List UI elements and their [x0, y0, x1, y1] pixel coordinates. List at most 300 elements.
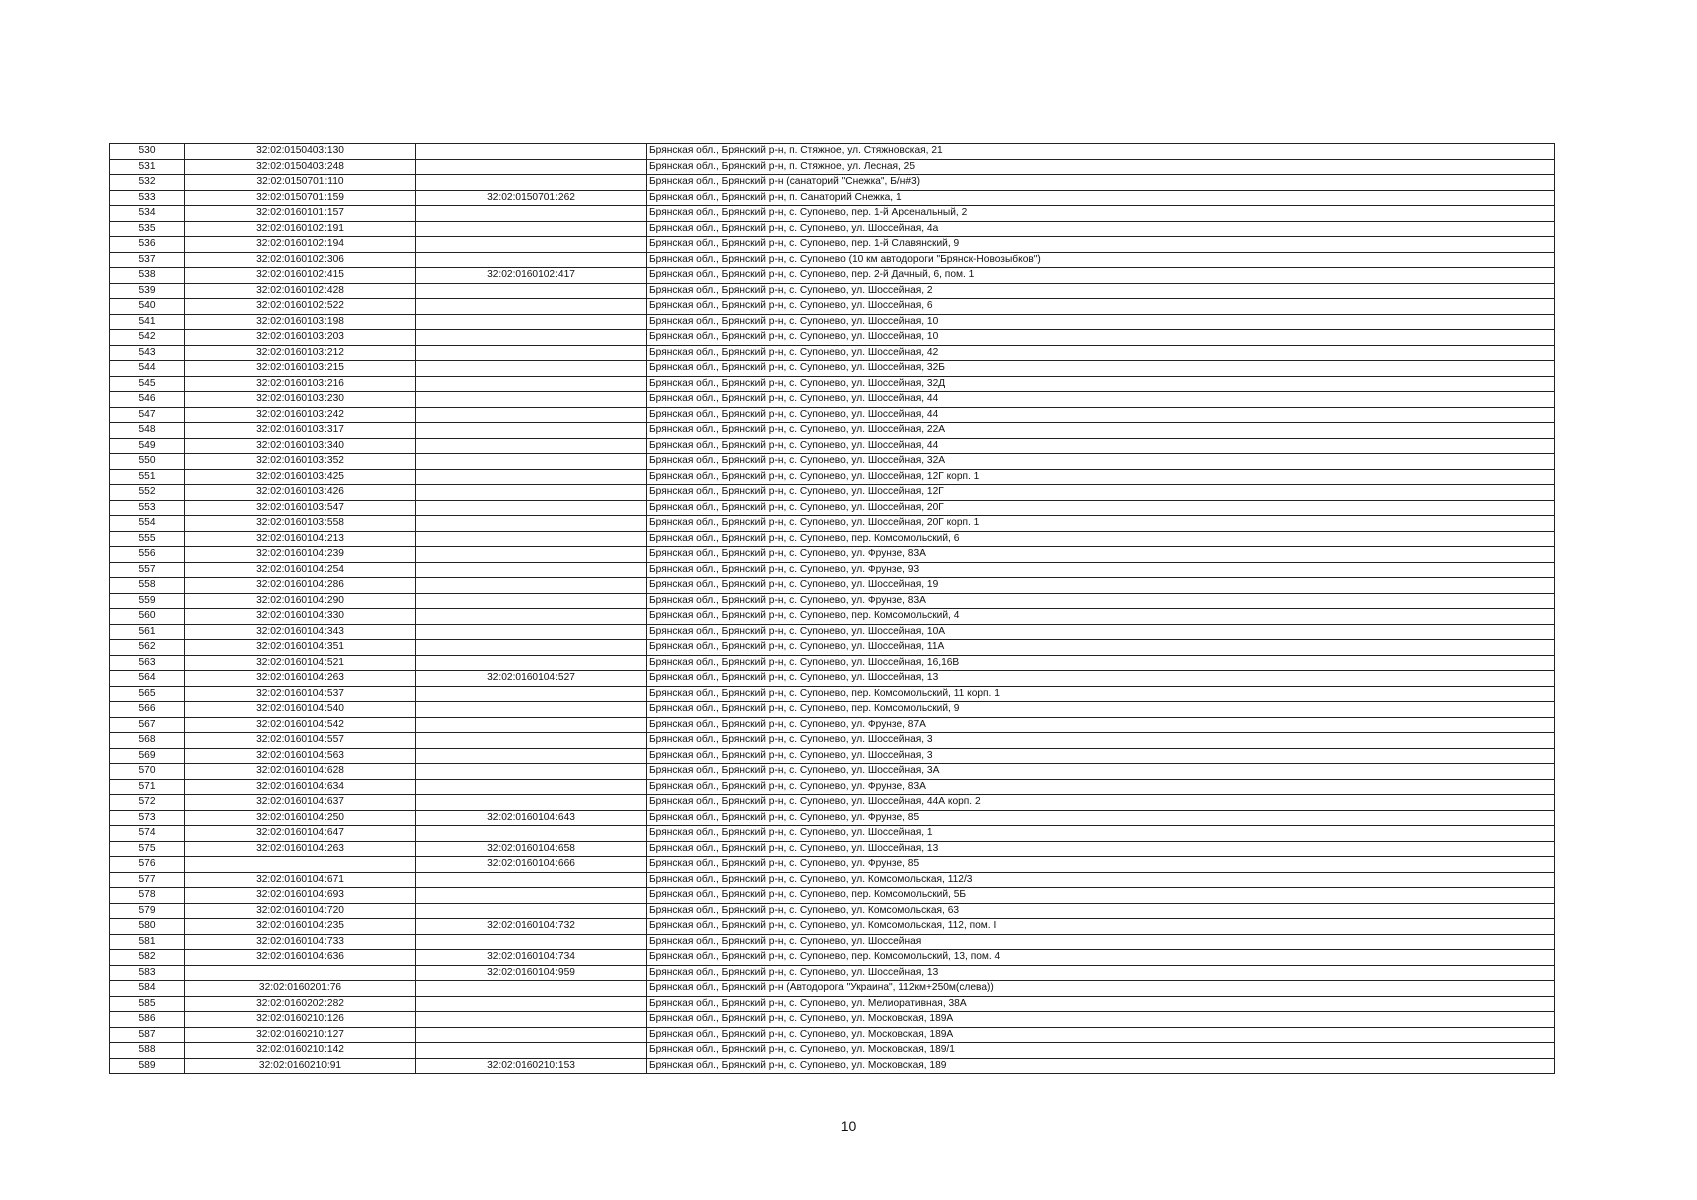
row-number-cell: 562	[110, 640, 185, 656]
linked-cadastral-number-cell	[416, 376, 647, 392]
table-row	[110, 485, 1555, 501]
address-cell: Брянская обл., Брянский р-н, с. Супонево, ул. Шоссейная, 19	[647, 578, 1555, 594]
row-number-cell: 537	[110, 252, 185, 268]
address-cell: Брянская обл., Брянский р-н, с. Супонево, ул. Шоссейная, 32Д	[647, 376, 1555, 392]
table-row	[110, 283, 1555, 299]
address-cell: Брянская обл., Брянский р-н, с. Супонево, пер. Комсомольский, 5Б	[647, 888, 1555, 904]
linked-cadastral-number-cell	[416, 655, 647, 671]
row-number-cell: 586	[110, 1012, 185, 1028]
address-cell: Брянская обл., Брянский р-н, с. Супонево, ул. Шоссейная, 1	[647, 826, 1555, 842]
row-number-cell: 552	[110, 485, 185, 501]
cadastral-number-cell: 32:02:0160104:636	[185, 950, 416, 966]
linked-cadastral-number-cell	[416, 903, 647, 919]
cadastral-number-cell: 32:02:0160104:733	[185, 934, 416, 950]
row-number-cell: 546	[110, 392, 185, 408]
table-row	[110, 221, 1555, 237]
table-row	[110, 671, 1555, 687]
row-number-cell: 542	[110, 330, 185, 346]
address-cell: Брянская обл., Брянский р-н, с. Супонево, ул. Шоссейная, 10	[647, 330, 1555, 346]
address-cell: Брянская обл., Брянский р-н, с. Супонево, ул. Комсомольская, 63	[647, 903, 1555, 919]
address-cell: Брянская обл., Брянский р-н, с. Супонево, ул. Шоссейная, 4а	[647, 221, 1555, 237]
linked-cadastral-number-cell	[416, 485, 647, 501]
address-cell: Брянская обл., Брянский р-н, с. Супонево, пер. 1-й Арсенальный, 2	[647, 206, 1555, 222]
linked-cadastral-number-cell: 32:02:0160104:959	[416, 965, 647, 981]
cadastral-number-cell: 32:02:0160103:242	[185, 407, 416, 423]
linked-cadastral-number-cell	[416, 361, 647, 377]
address-cell: Брянская обл., Брянский р-н, с. Супонево, ул. Шоссейная, 32А	[647, 454, 1555, 470]
linked-cadastral-number-cell	[416, 516, 647, 532]
address-cell: Брянская обл., Брянский р-н, п. Санаторий Снежка, 1	[647, 190, 1555, 206]
cadastral-number-cell: 32:02:0160103:352	[185, 454, 416, 470]
cadastral-number-cell: 32:02:0160104:330	[185, 609, 416, 625]
linked-cadastral-number-cell	[416, 531, 647, 547]
address-cell: Брянская обл., Брянский р-н, с. Супонево, ул. Шоссейная, 3	[647, 733, 1555, 749]
table-row	[110, 872, 1555, 888]
cadastral-number-cell: 32:02:0160104:521	[185, 655, 416, 671]
address-cell: Брянская обл., Брянский р-н, с. Супонево, ул. Шоссейная, 10А	[647, 624, 1555, 640]
address-cell: Брянская обл., Брянский р-н, с. Супонево, ул. Московская, 189/1	[647, 1043, 1555, 1059]
row-number-cell: 585	[110, 996, 185, 1012]
table-row	[110, 919, 1555, 935]
address-cell: Брянская обл., Брянский р-н, с. Супонево, ул. Московская, 189А	[647, 1027, 1555, 1043]
address-cell: Брянская обл., Брянский р-н, с. Супонево, ул. Шоссейная, 42	[647, 345, 1555, 361]
table-row	[110, 562, 1555, 578]
row-number-cell: 543	[110, 345, 185, 361]
table-row	[110, 500, 1555, 516]
linked-cadastral-number-cell: 32:02:0160102:417	[416, 268, 647, 284]
address-cell: Брянская обл., Брянский р-н, с. Супонево, ул. Шоссейная, 20Г корп. 1	[647, 516, 1555, 532]
linked-cadastral-number-cell	[416, 981, 647, 997]
row-number-cell: 530	[110, 144, 185, 160]
table-row	[110, 314, 1555, 330]
address-cell: Брянская обл., Брянский р-н, с. Супонево, ул. Шоссейная, 10	[647, 314, 1555, 330]
linked-cadastral-number-cell	[416, 392, 647, 408]
cadastral-number-cell: 32:02:0160104:250	[185, 810, 416, 826]
address-cell: Брянская обл., Брянский р-н, с. Супонево, ул. Шоссейная, 6	[647, 299, 1555, 315]
row-number-cell: 587	[110, 1027, 185, 1043]
cadastral-number-cell: 32:02:0160103:558	[185, 516, 416, 532]
row-number-cell: 556	[110, 547, 185, 563]
cadastral-number-cell: 32:02:0160104:563	[185, 748, 416, 764]
table-row	[110, 624, 1555, 640]
cadastral-number-cell: 32:02:0150403:130	[185, 144, 416, 160]
address-cell: Брянская обл., Брянский р-н, с. Супонево, ул. Фрунзе, 85	[647, 810, 1555, 826]
table-row	[110, 609, 1555, 625]
cadastral-number-cell: 32:02:0160102:194	[185, 237, 416, 253]
cadastral-number-cell: 32:02:0160201:76	[185, 981, 416, 997]
linked-cadastral-number-cell	[416, 438, 647, 454]
linked-cadastral-number-cell	[416, 686, 647, 702]
linked-cadastral-number-cell	[416, 872, 647, 888]
linked-cadastral-number-cell	[416, 345, 647, 361]
cadastral-number-cell: 32:02:0160103:547	[185, 500, 416, 516]
address-cell: Брянская обл., Брянский р-н, с. Супонево, ул. Шоссейная, 13	[647, 671, 1555, 687]
row-number-cell: 564	[110, 671, 185, 687]
row-number-cell: 570	[110, 764, 185, 780]
table-row	[110, 438, 1555, 454]
cadastral-number-cell: 32:02:0160102:191	[185, 221, 416, 237]
address-cell: Брянская обл., Брянский р-н, с. Супонево, пер. 1-й Славянский, 9	[647, 237, 1555, 253]
linked-cadastral-number-cell	[416, 779, 647, 795]
linked-cadastral-number-cell	[416, 330, 647, 346]
address-cell: Брянская обл., Брянский р-н, с. Супонево, пер. Комсомольский, 6	[647, 531, 1555, 547]
cadastral-number-cell: 32:02:0160102:428	[185, 283, 416, 299]
cadastral-number-cell: 32:02:0160104:290	[185, 593, 416, 609]
table-row	[110, 888, 1555, 904]
linked-cadastral-number-cell	[416, 159, 647, 175]
row-number-cell: 557	[110, 562, 185, 578]
address-cell: Брянская обл., Брянский р-н, с. Супонево, ул. Шоссейная, 20Г	[647, 500, 1555, 516]
row-number-cell: 549	[110, 438, 185, 454]
table-row	[110, 268, 1555, 284]
address-cell: Брянская обл., Брянский р-н, с. Супонево, ул. Фрунзе, 87А	[647, 717, 1555, 733]
linked-cadastral-number-cell	[416, 175, 647, 191]
cadastral-number-cell: 32:02:0160210:142	[185, 1043, 416, 1059]
cadastral-number-cell: 32:02:0150403:248	[185, 159, 416, 175]
row-number-cell: 574	[110, 826, 185, 842]
table-row	[110, 299, 1555, 315]
linked-cadastral-number-cell	[416, 640, 647, 656]
address-cell: Брянская обл., Брянский р-н, с. Супонево, ул. Шоссейная, 12Г	[647, 485, 1555, 501]
linked-cadastral-number-cell	[416, 500, 647, 516]
row-number-cell: 548	[110, 423, 185, 439]
linked-cadastral-number-cell	[416, 283, 647, 299]
address-cell: Брянская обл., Брянский р-н, с. Супонево, ул. Фрунзе, 85	[647, 857, 1555, 873]
address-cell: Брянская обл., Брянский р-н, с. Супонево, ул. Шоссейная, 13	[647, 965, 1555, 981]
row-number-cell: 582	[110, 950, 185, 966]
table-row	[110, 686, 1555, 702]
row-number-cell: 577	[110, 872, 185, 888]
address-cell: Брянская обл., Брянский р-н, с. Супонево, ул. Шоссейная, 2	[647, 283, 1555, 299]
linked-cadastral-number-cell	[416, 1043, 647, 1059]
row-number-cell: 572	[110, 795, 185, 811]
linked-cadastral-number-cell: 32:02:0150701:262	[416, 190, 647, 206]
row-number-cell: 532	[110, 175, 185, 191]
address-cell: Брянская обл., Брянский р-н, с. Супонево, ул. Мелиоративная, 38А	[647, 996, 1555, 1012]
table-row	[110, 779, 1555, 795]
row-number-cell: 551	[110, 469, 185, 485]
address-cell: Брянская обл., Брянский р-н, с. Супонево, ул. Шоссейная, 22А	[647, 423, 1555, 439]
table-row	[110, 748, 1555, 764]
table-row	[110, 547, 1555, 563]
cadastral-number-cell: 32:02:0160104:637	[185, 795, 416, 811]
row-number-cell: 540	[110, 299, 185, 315]
row-number-cell: 571	[110, 779, 185, 795]
cadastral-number-cell: 32:02:0160103:203	[185, 330, 416, 346]
cadastral-number-cell: 32:02:0160103:426	[185, 485, 416, 501]
linked-cadastral-number-cell	[416, 826, 647, 842]
row-number-cell: 589	[110, 1058, 185, 1074]
table-row	[110, 810, 1555, 826]
linked-cadastral-number-cell: 32:02:0160104:732	[416, 919, 647, 935]
cadastral-number-cell: 32:02:0160102:415	[185, 268, 416, 284]
cadastral-number-cell: 32:02:0160103:340	[185, 438, 416, 454]
address-cell: Брянская обл., Брянский р-н, с. Супонево, ул. Шоссейная, 44	[647, 438, 1555, 454]
address-cell: Брянская обл., Брянский р-н, с. Супонево (10 км автодороги "Брянск-Новозыбков")	[647, 252, 1555, 268]
address-cell: Брянская обл., Брянский р-н, с. Супонево, ул. Шоссейная, 44	[647, 407, 1555, 423]
linked-cadastral-number-cell: 32:02:0160104:658	[416, 841, 647, 857]
table-row	[110, 1012, 1555, 1028]
address-cell: Брянская обл., Брянский р-н, п. Стяжное, ул. Стяжновская, 21	[647, 144, 1555, 160]
cadastral-number-cell: 32:02:0160104:720	[185, 903, 416, 919]
row-number-cell: 538	[110, 268, 185, 284]
table-row	[110, 144, 1555, 160]
cadastral-number-cell: 32:02:0160103:317	[185, 423, 416, 439]
row-number-cell: 580	[110, 919, 185, 935]
address-cell: Брянская обл., Брянский р-н, с. Супонево, пер. Комсомольский, 4	[647, 609, 1555, 625]
linked-cadastral-number-cell	[416, 795, 647, 811]
linked-cadastral-number-cell	[416, 547, 647, 563]
row-number-cell: 576	[110, 857, 185, 873]
cadastral-number-cell: 32:02:0160104:263	[185, 671, 416, 687]
row-number-cell: 553	[110, 500, 185, 516]
row-number-cell: 561	[110, 624, 185, 640]
cadastral-number-cell: 32:02:0160104:263	[185, 841, 416, 857]
table-row	[110, 996, 1555, 1012]
table-row	[110, 1058, 1555, 1074]
row-number-cell: 565	[110, 686, 185, 702]
cadastral-number-cell: 32:02:0160104:213	[185, 531, 416, 547]
row-number-cell: 533	[110, 190, 185, 206]
address-cell: Брянская обл., Брянский р-н (Автодорога "Украина", 112км+250м(слева))	[647, 981, 1555, 997]
table-row	[110, 423, 1555, 439]
linked-cadastral-number-cell	[416, 562, 647, 578]
linked-cadastral-number-cell	[416, 934, 647, 950]
linked-cadastral-number-cell	[416, 624, 647, 640]
linked-cadastral-number-cell	[416, 888, 647, 904]
linked-cadastral-number-cell	[416, 996, 647, 1012]
table-row	[110, 175, 1555, 191]
table-row	[110, 159, 1555, 175]
linked-cadastral-number-cell	[416, 221, 647, 237]
table-row	[110, 516, 1555, 532]
address-cell: Брянская обл., Брянский р-н, с. Супонево, ул. Шоссейная, 12Г корп. 1	[647, 469, 1555, 485]
cadastral-number-cell: 32:02:0160103:215	[185, 361, 416, 377]
address-cell: Брянская обл., Брянский р-н, с. Супонево, ул. Фрунзе, 93	[647, 562, 1555, 578]
address-cell: Брянская обл., Брянский р-н, с. Супонево, ул. Комсомольская, 112, пом. I	[647, 919, 1555, 935]
linked-cadastral-number-cell	[416, 469, 647, 485]
address-cell: Брянская обл., Брянский р-н, с. Супонево, ул. Шоссейная	[647, 934, 1555, 950]
cadastral-number-cell: 32:02:0160202:282	[185, 996, 416, 1012]
table-row	[110, 1027, 1555, 1043]
table-row	[110, 361, 1555, 377]
address-cell: Брянская обл., Брянский р-н, с. Супонево, ул. Шоссейная, 44	[647, 392, 1555, 408]
cadastral-number-cell: 32:02:0160210:127	[185, 1027, 416, 1043]
row-number-cell: 539	[110, 283, 185, 299]
cadastral-number-cell: 32:02:0160103:212	[185, 345, 416, 361]
address-cell: Брянская обл., Брянский р-н, с. Супонево, ул. Шоссейная, 32Б	[647, 361, 1555, 377]
linked-cadastral-number-cell: 32:02:0160104:666	[416, 857, 647, 873]
cadastral-number-cell: 32:02:0160101:157	[185, 206, 416, 222]
address-cell: Брянская обл., Брянский р-н, с. Супонево, пер. 2-й Дачный, 6, пом. 1	[647, 268, 1555, 284]
row-number-cell: 550	[110, 454, 185, 470]
cadastral-number-cell: 32:02:0160103:198	[185, 314, 416, 330]
cadastral-number-cell: 32:02:0160104:235	[185, 919, 416, 935]
row-number-cell: 560	[110, 609, 185, 625]
address-cell: Брянская обл., Брянский р-н, с. Супонево, ул. Фрунзе, 83А	[647, 779, 1555, 795]
cadastral-number-cell	[185, 857, 416, 873]
linked-cadastral-number-cell: 32:02:0160104:527	[416, 671, 647, 687]
linked-cadastral-number-cell	[416, 748, 647, 764]
linked-cadastral-number-cell: 32:02:0160104:643	[416, 810, 647, 826]
table-body	[110, 144, 1555, 1074]
linked-cadastral-number-cell	[416, 237, 647, 253]
cadastral-number-cell: 32:02:0160104:557	[185, 733, 416, 749]
table-row	[110, 593, 1555, 609]
cadastral-number-cell: 32:02:0160104:540	[185, 702, 416, 718]
table-row	[110, 903, 1555, 919]
table-row	[110, 981, 1555, 997]
address-cell: Брянская обл., Брянский р-н, с. Супонево, ул. Шоссейная, 3А	[647, 764, 1555, 780]
linked-cadastral-number-cell	[416, 733, 647, 749]
table-row	[110, 454, 1555, 470]
address-cell: Брянская обл., Брянский р-н, с. Супонево, пер. Комсомольский, 13, пом. 4	[647, 950, 1555, 966]
linked-cadastral-number-cell	[416, 314, 647, 330]
address-cell: Брянская обл., Брянский р-н, с. Супонево, ул. Московская, 189	[647, 1058, 1555, 1074]
linked-cadastral-number-cell: 32:02:0160104:734	[416, 950, 647, 966]
row-number-cell: 541	[110, 314, 185, 330]
row-number-cell: 535	[110, 221, 185, 237]
cadastral-number-cell: 32:02:0160104:628	[185, 764, 416, 780]
table-row	[110, 950, 1555, 966]
table-row	[110, 826, 1555, 842]
cadastral-number-cell: 32:02:0160104:351	[185, 640, 416, 656]
cadastral-number-cell: 32:02:0160104:343	[185, 624, 416, 640]
linked-cadastral-number-cell	[416, 423, 647, 439]
table-row	[110, 795, 1555, 811]
row-number-cell: 583	[110, 965, 185, 981]
row-number-cell: 555	[110, 531, 185, 547]
table-row	[110, 841, 1555, 857]
row-number-cell: 569	[110, 748, 185, 764]
row-number-cell: 554	[110, 516, 185, 532]
table-row	[110, 578, 1555, 594]
address-cell: Брянская обл., Брянский р-н, с. Супонево, ул. Шоссейная, 11А	[647, 640, 1555, 656]
table-row	[110, 206, 1555, 222]
table-row	[110, 1043, 1555, 1059]
table-row	[110, 733, 1555, 749]
linked-cadastral-number-cell	[416, 144, 647, 160]
linked-cadastral-number-cell	[416, 252, 647, 268]
cadastral-number-cell: 32:02:0160210:126	[185, 1012, 416, 1028]
table-row	[110, 407, 1555, 423]
linked-cadastral-number-cell	[416, 407, 647, 423]
cadastral-number-cell	[185, 965, 416, 981]
table-row	[110, 965, 1555, 981]
cadastral-number-cell: 32:02:0150701:159	[185, 190, 416, 206]
cadastral-number-cell: 32:02:0160104:239	[185, 547, 416, 563]
cadastral-number-cell: 32:02:0160102:306	[185, 252, 416, 268]
address-cell: Брянская обл., Брянский р-н, с. Супонево, пер. Комсомольский, 11 корп. 1	[647, 686, 1555, 702]
row-number-cell: 545	[110, 376, 185, 392]
row-number-cell: 563	[110, 655, 185, 671]
row-number-cell: 573	[110, 810, 185, 826]
registry-table	[109, 143, 1555, 1074]
cadastral-number-cell: 32:02:0150701:110	[185, 175, 416, 191]
cadastral-number-cell: 32:02:0160104:286	[185, 578, 416, 594]
row-number-cell: 575	[110, 841, 185, 857]
table-row	[110, 392, 1555, 408]
address-cell: Брянская обл., Брянский р-н, с. Супонево, ул. Фрунзе, 83А	[647, 593, 1555, 609]
address-cell: Брянская обл., Брянский р-н, с. Супонево, ул. Шоссейная, 13	[647, 841, 1555, 857]
address-cell: Брянская обл., Брянский р-н, с. Супонево, пер. Комсомольский, 9	[647, 702, 1555, 718]
row-number-cell: 588	[110, 1043, 185, 1059]
linked-cadastral-number-cell	[416, 764, 647, 780]
address-cell: Брянская обл., Брянский р-н, с. Супонево, ул. Московская, 189А	[647, 1012, 1555, 1028]
row-number-cell: 544	[110, 361, 185, 377]
row-number-cell: 534	[110, 206, 185, 222]
cadastral-number-cell: 32:02:0160104:634	[185, 779, 416, 795]
cadastral-number-cell: 32:02:0160104:537	[185, 686, 416, 702]
linked-cadastral-number-cell	[416, 702, 647, 718]
address-cell: Брянская обл., Брянский р-н, с. Супонево, ул. Шоссейная, 3	[647, 748, 1555, 764]
table-row	[110, 640, 1555, 656]
table-row	[110, 764, 1555, 780]
cadastral-number-cell: 32:02:0160210:91	[185, 1058, 416, 1074]
table-row	[110, 655, 1555, 671]
table-row	[110, 345, 1555, 361]
cadastral-number-cell: 32:02:0160104:254	[185, 562, 416, 578]
table-row	[110, 330, 1555, 346]
cadastral-number-cell: 32:02:0160104:693	[185, 888, 416, 904]
linked-cadastral-number-cell	[416, 299, 647, 315]
address-cell: Брянская обл., Брянский р-н, п. Стяжное, ул. Лесная, 25	[647, 159, 1555, 175]
address-cell: Брянская обл., Брянский р-н, с. Супонево, ул. Комсомольская, 112/3	[647, 872, 1555, 888]
table-row	[110, 531, 1555, 547]
table-row	[110, 702, 1555, 718]
linked-cadastral-number-cell	[416, 593, 647, 609]
row-number-cell: 584	[110, 981, 185, 997]
address-cell: Брянская обл., Брянский р-н (санаторий "Снежка", Б/н#3)	[647, 175, 1555, 191]
linked-cadastral-number-cell	[416, 717, 647, 733]
cadastral-number-cell: 32:02:0160104:647	[185, 826, 416, 842]
cadastral-number-cell: 32:02:0160104:671	[185, 872, 416, 888]
address-cell: Брянская обл., Брянский р-н, с. Супонево, ул. Шоссейная, 44А корп. 2	[647, 795, 1555, 811]
table-row	[110, 717, 1555, 733]
cadastral-number-cell: 32:02:0160103:216	[185, 376, 416, 392]
table-row	[110, 376, 1555, 392]
cadastral-number-cell: 32:02:0160103:230	[185, 392, 416, 408]
cadastral-number-cell: 32:02:0160102:522	[185, 299, 416, 315]
cadastral-number-cell: 32:02:0160103:425	[185, 469, 416, 485]
table-row	[110, 857, 1555, 873]
address-cell: Брянская обл., Брянский р-н, с. Супонево, ул. Шоссейная, 16,16В	[647, 655, 1555, 671]
linked-cadastral-number-cell	[416, 454, 647, 470]
table-row	[110, 252, 1555, 268]
row-number-cell: 568	[110, 733, 185, 749]
row-number-cell: 566	[110, 702, 185, 718]
table-row	[110, 237, 1555, 253]
page-number: 10	[840, 1118, 857, 1134]
linked-cadastral-number-cell	[416, 206, 647, 222]
row-number-cell: 559	[110, 593, 185, 609]
linked-cadastral-number-cell	[416, 1012, 647, 1028]
table-row	[110, 469, 1555, 485]
row-number-cell: 579	[110, 903, 185, 919]
address-cell: Брянская обл., Брянский р-н, с. Супонево, ул. Фрунзе, 83А	[647, 547, 1555, 563]
row-number-cell: 536	[110, 237, 185, 253]
linked-cadastral-number-cell	[416, 578, 647, 594]
table-row	[110, 190, 1555, 206]
row-number-cell: 578	[110, 888, 185, 904]
row-number-cell: 531	[110, 159, 185, 175]
cadastral-number-cell: 32:02:0160104:542	[185, 717, 416, 733]
table-row	[110, 934, 1555, 950]
linked-cadastral-number-cell: 32:02:0160210:153	[416, 1058, 647, 1074]
row-number-cell: 581	[110, 934, 185, 950]
row-number-cell: 547	[110, 407, 185, 423]
row-number-cell: 558	[110, 578, 185, 594]
